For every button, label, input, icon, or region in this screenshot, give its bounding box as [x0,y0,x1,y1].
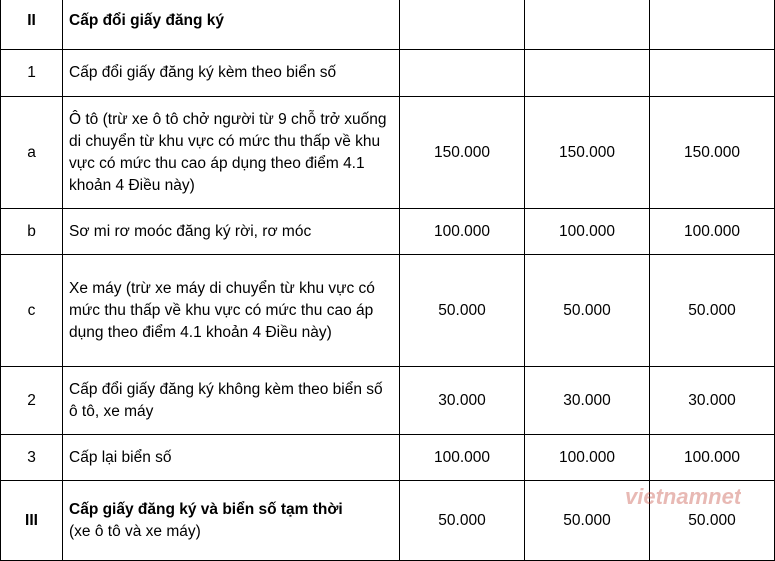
row-description: Cấp đổi giấy đăng ký kèm theo biển số [63,50,400,97]
fee-value-2: 100.000 [525,209,650,255]
fee-value-3: 50.000 [650,481,775,561]
fee-value-1: 100.000 [400,435,525,481]
row-description: Cấp lại biển số [63,435,400,481]
fee-value-3: 150.000 [650,97,775,209]
fee-value-3: 30.000 [650,367,775,435]
fee-value-1: 100.000 [400,209,525,255]
fee-value-3: 50.000 [650,255,775,367]
row-number: a [1,97,63,209]
fee-value-1: 150.000 [400,97,525,209]
fee-value-2: 50.000 [525,481,650,561]
fee-value-1 [400,0,525,50]
row-description: Cấp đổi giấy đăng ký không kèm theo biển số ô tô, xe máy [63,367,400,435]
fee-value-2: 30.000 [525,367,650,435]
row-description-title: Cấp giấy đăng ký và biển số tạm thời [69,500,343,518]
fee-value-2 [525,50,650,97]
row-description: Ô tô (trừ xe ô tô chở người từ 9 chỗ trở xuống di chuyển từ khu vực có mức thu thấp về khu vực có mức thu cao áp dụng theo điểm 4.1 khoản 4 Điều này) [63,97,400,209]
table-row [1,255,775,367]
fee-value-1: 50.000 [400,255,525,367]
fee-value-2: 50.000 [525,255,650,367]
fee-value-3 [650,50,775,97]
row-number: 1 [1,50,63,97]
row-number: 2 [1,367,63,435]
table-row [1,367,775,435]
row-description: Xe máy (trừ xe máy di chuyển từ khu vực có mức thu thấp về khu vực có mức thu cao áp dụng theo điểm 4.1 khoản 4 Điều này) [63,255,400,367]
fee-value-1: 50.000 [400,481,525,561]
row-description [63,481,400,561]
row-number: c [1,255,63,367]
table-row [1,50,775,97]
row-number: III [1,481,63,561]
fee-value-3: 100.000 [650,209,775,255]
table-row [1,481,775,561]
watermark-text: vietnamnet [625,484,741,509]
row-description: Sơ mi rơ moóc đăng ký rời, rơ móc [63,209,400,255]
row-description: Cấp đổi giấy đăng ký [63,0,400,50]
table-row [1,0,775,50]
row-number: b [1,209,63,255]
fee-value-1: 30.000 [400,367,525,435]
fee-value-2 [525,0,650,50]
fee-value-1 [400,50,525,97]
table-row [1,435,775,481]
fee-value-3 [650,0,775,50]
row-number: II [1,0,63,50]
table-row [1,97,775,209]
fee-value-2: 100.000 [525,435,650,481]
row-description-subtitle: (xe ô tô và xe máy) [69,522,201,540]
fee-value-3: 100.000 [650,435,775,481]
table-row [1,209,775,255]
row-number: 3 [1,435,63,481]
fee-value-2: 150.000 [525,97,650,209]
